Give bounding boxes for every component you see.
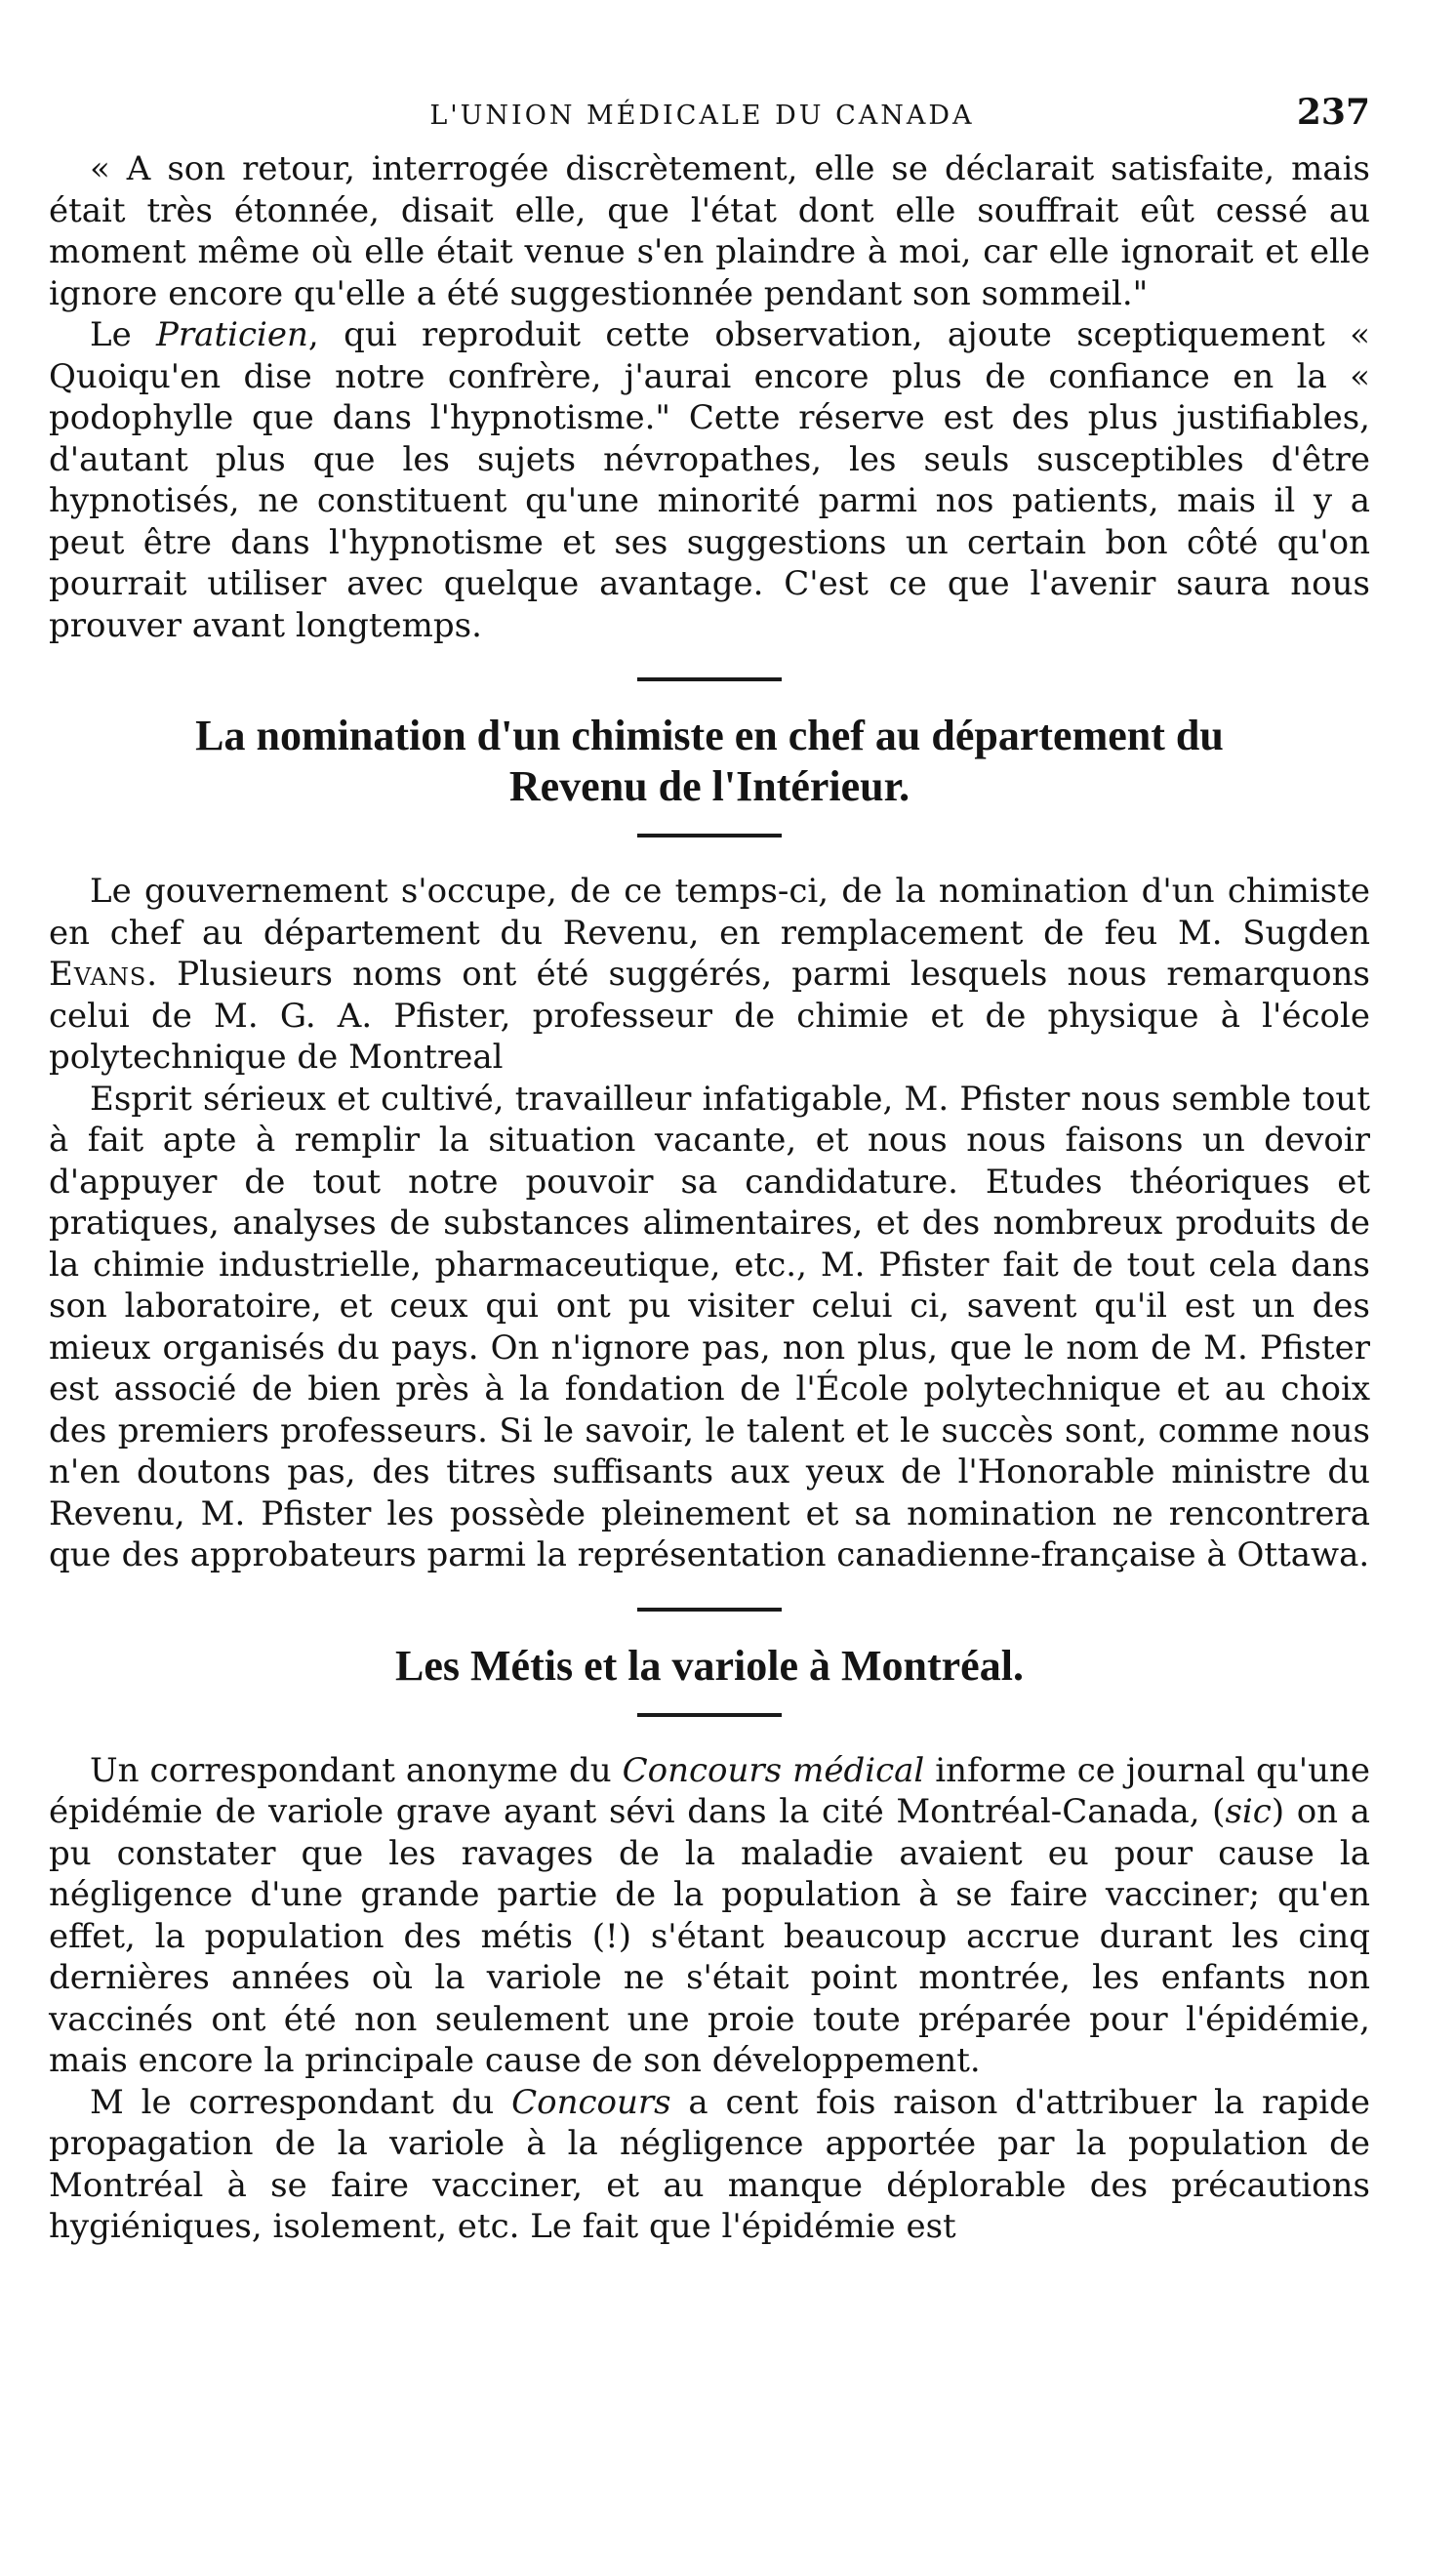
paragraph-concours-report — [49, 1750, 1370, 2082]
paragraph-rest: , qui reproduit cette observation, ajoute sceptiquement « Quoiqu'en dise notre confrère, j'aurai encore plus de confiance en la « podophylle que dans l'hypnotisme." Cette réserve est des plus justifiables, d'autant plus que les sujets névropathes, les seuls susceptibles d'être hypnotisés, ne constituent qu'une minorité parmi nos patients, mais il y a peut être dans l'hypnotisme et ses suggestions un certain bon côté qu'on pourrait utiliser avec quelque avantage. C'est ce que l'avenir saura nous prouver avant longtemps. — [49, 315, 1370, 645]
paragraph-nomination — [49, 871, 1370, 1079]
heading-underline-rule — [637, 1713, 782, 1717]
paragraph-part: ) on a pu constater que les ravages de la maladie avaient eu pour cause la négligence d'une grande partie de la population à se faire vacciner; qu'en effet, la population des métis (!) s'étant beaucoup accrue durant les cinq dernières années où la variole ne s'était point montrée, les enfants non vaccinés ont été non seulement une proie toute préparée pour l'épidémie, mais encore la principale cause de son développement. — [49, 1792, 1370, 2080]
heading-underline-rule — [637, 834, 782, 837]
source-concours: Concours — [511, 2082, 671, 2122]
running-header — [49, 92, 1370, 141]
running-title: L'UNION MÉDICALE DU CANADA — [429, 101, 975, 131]
paragraph-pfister-praise: Esprit sérieux et cultivé, travailleur infatigable, M. Pfister nous semble tout à fait apte à remplir la situation vacante, et nous nous faisons un devoir d'appuyer de tout notre pouvoir sa candidature. Etudes théoriques et pratiques, analyses de substances alimentaires, et des nombreux produits de la chimie industrielle, pharmaceutique, etc., M. Pfister fait de tout cela dans son laboratoire, et ceux qui ont pu visiter celui ci, savent qu'il est un des mieux organisés du pays. On n'ignore pas, non plus, que le nom de M. Pfister est associé de bien près à la fondation de l'École polytechnique et au choix des premiers professeurs. Si le savoir, le talent et le succès sont, comme nous n'en doutons pas, des titres suffisants aux yeux de l'Honorable ministre du Revenu, M. Pfister les possède pleinement et sa nomination ne rencontrera que des approbateurs parmi la représentation canadienne-française à Ottawa. — [49, 1079, 1370, 1574]
paragraph-part: . Plusieurs noms ont été suggérés, parmi lesquels nous remarquons celui de M. G. A. Pfister, professeur de chimie et de physique à l'école polytechnique de Montreal — [49, 955, 1370, 1077]
paragraph-correspondant-reply — [49, 2082, 1370, 2248]
heading-line-2: Revenu de l'Intérieur. — [508, 762, 910, 810]
paragraph-part: M le correspondant du — [90, 2082, 512, 2122]
article-heading-metis: Les Métis et la variole à Montréal. — [395, 1641, 1024, 1690]
page-number: 237 — [1296, 92, 1370, 133]
section-divider-rule — [637, 677, 782, 681]
paragraph-part: a cent fois raison d'attribuer la rapide propagation de la variole à la négligence apportée par la population de Montréal à se faire vacciner, et au manque déplorable des précautions hygiéniques, isolement, etc. Le fait que l'épidémie est — [49, 2082, 1370, 2246]
paragraph-prefix: Le — [90, 315, 157, 354]
name-evans: Evans — [49, 955, 147, 994]
paragraph-part: informe ce journal qu'une épidémie de variole grave ayant sévi dans la cité Montréal-Canada, ( — [49, 1750, 1370, 1831]
paragraph-part: Le gouvernement s'occupe, de ce temps-ci, de la nomination d'un chimiste en chef au département du Revenu, en remplacement de feu M. Sugden — [49, 872, 1370, 953]
paragraph-praticien-comment — [49, 314, 1370, 646]
source-concours-medical: Concours médical — [622, 1750, 925, 1790]
article-heading-chimiste — [49, 711, 1370, 812]
source-praticien: Praticien — [156, 315, 308, 354]
heading-line-1: La nomination d'un chimiste en chef au département du — [195, 712, 1224, 759]
section-divider-rule — [637, 1608, 782, 1612]
sic-mark: sic — [1225, 1792, 1272, 1831]
paragraph-hypnosis-quote: « A son retour, interrogée discrètement, elle se déclarait satisfaite, mais était très étonnée, disait elle, que l'état dont elle souffrait eût cessé au moment même où elle était venue s'en plaindre à moi, car elle ignorait et elle ignore encore qu'elle a été suggestionnée pendant son sommeil." — [49, 149, 1370, 313]
paragraph-part: Un correspondant anonyme du — [90, 1750, 623, 1790]
